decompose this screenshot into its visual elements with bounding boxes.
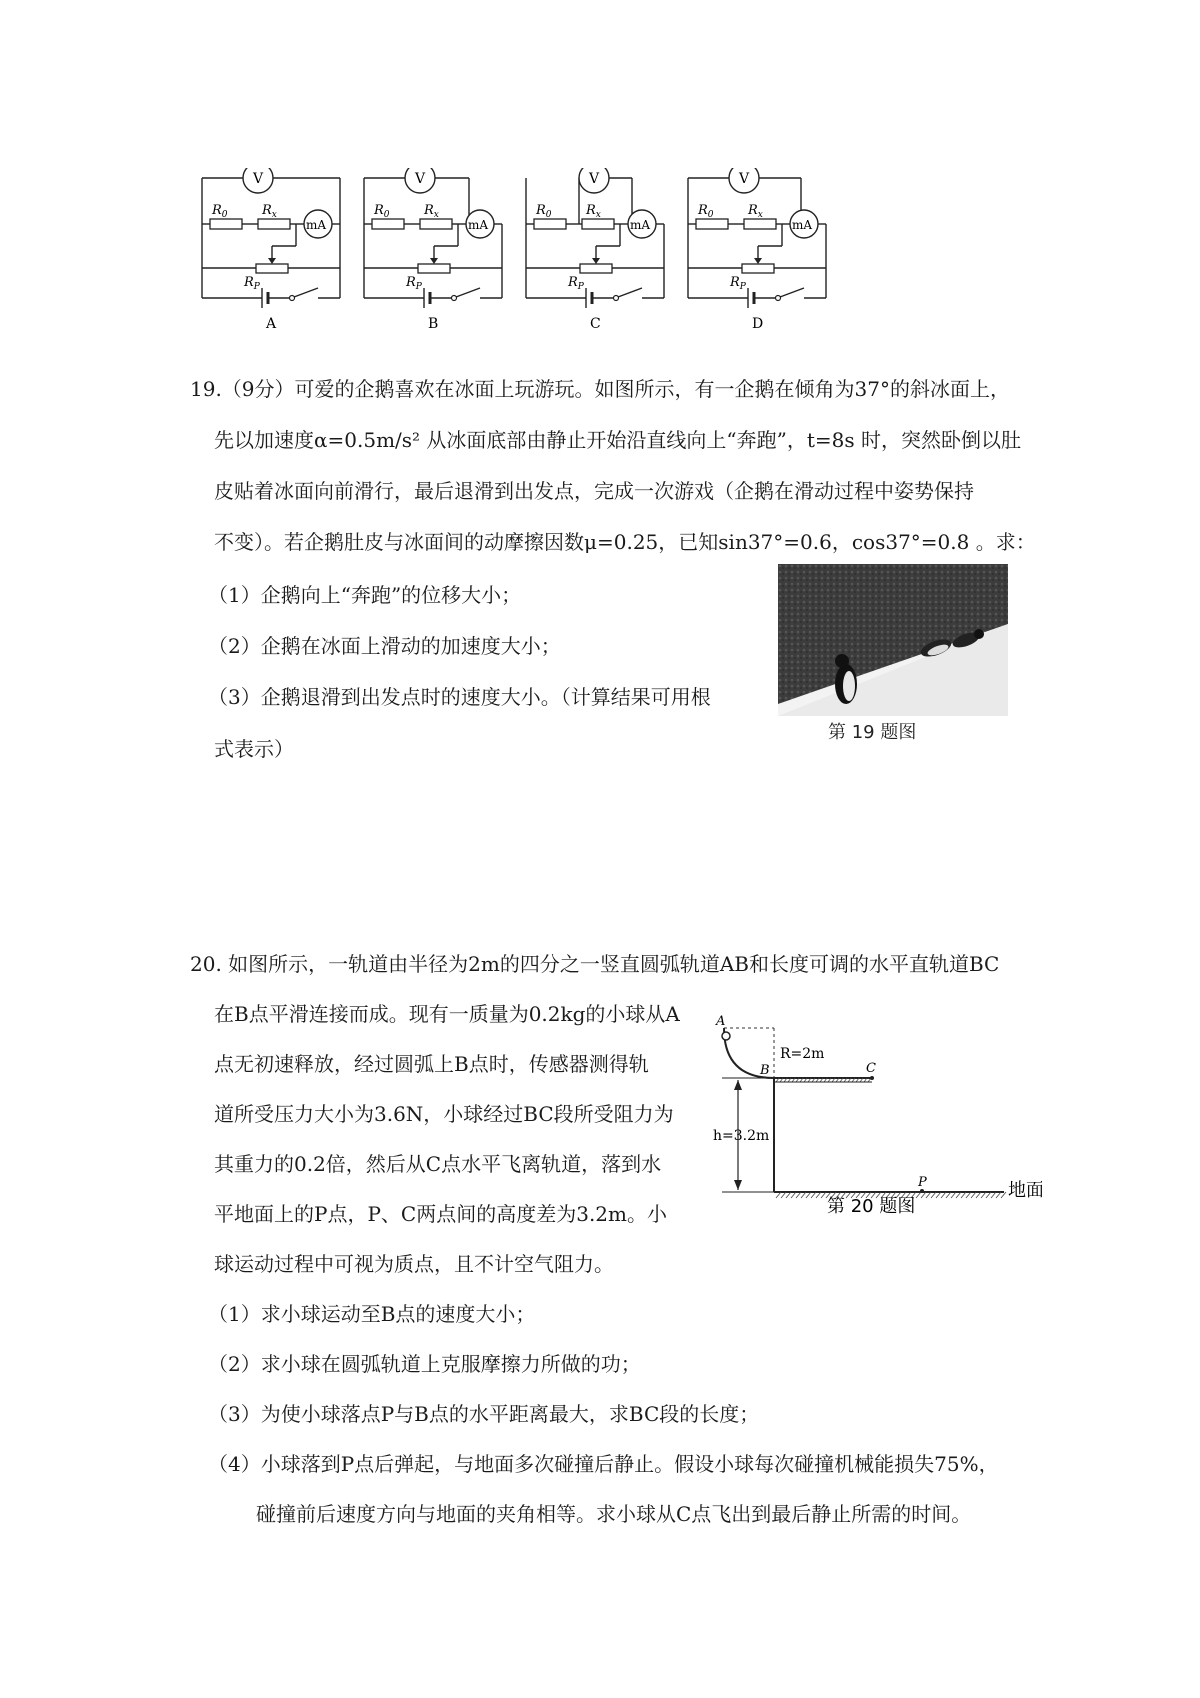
label-p: P xyxy=(918,1175,927,1190)
label-height: h=3.2m xyxy=(713,1128,770,1144)
r0-label: $R_0$ xyxy=(374,203,390,220)
q20-line-2: 在B点平滑连接而成。现有一质量为0.2kg的小球从A xyxy=(214,1002,680,1026)
q20-line-4: 道所受压力大小为3.6N，小球经过BC段所受阻力为 xyxy=(214,1102,674,1126)
q19-sub-1: （1）企鹅向上“奔跑”的位移大小； xyxy=(208,583,522,607)
ammeter-label: mA xyxy=(630,218,651,232)
rp-label: $R_P$ xyxy=(730,275,746,292)
label-b: B xyxy=(760,1063,770,1078)
q19-sub-3a: （3）企鹅退滑到出发点时的速度大小。（计算结果可用根 xyxy=(208,685,711,709)
q20-sub-4a: （4）小球落到P点后弹起，与地面多次碰撞后静止。假设小球每次碰撞机械能损失75%， xyxy=(208,1452,999,1476)
ball xyxy=(722,1032,730,1040)
circuit-options xyxy=(200,168,900,368)
track-figure xyxy=(712,1010,1042,1220)
q20-line-1: 20. 如图所示，一轨道由半径为2m的四分之一竖直圆弧轨道AB和长度可调的水平直轨道BC xyxy=(190,952,1000,976)
q19-line-2: 先以加速度α=0.5m/s² 从冰面底部由静止开始沿直线向上“奔跑”，t=8s 时，突然卧倒以肚 xyxy=(214,428,1022,452)
option-letter: B xyxy=(428,316,439,332)
q19-figure-caption: 第 19 题图 xyxy=(828,722,917,743)
penguin-slope-photo xyxy=(778,564,1008,744)
track-diagram xyxy=(712,1010,1042,1220)
q20-line-7: 球运动过程中可视为质点，且不计空气阻力。 xyxy=(214,1252,614,1276)
voltmeter-label: V xyxy=(253,171,264,187)
rp-label: $R_P$ xyxy=(244,275,260,292)
rx-label: $R_x$ xyxy=(262,203,277,220)
q20-sub-4b: 碰撞前后速度方向与地面的夹角相等。求小球从C点飞出到最后静止所需的时间。 xyxy=(256,1502,972,1526)
q19-line-4: 不变）。若企鹅肚皮与冰面间的动摩擦因数μ=0.25，已知sin37°=0.6，cos37°=0.8 。求： xyxy=(214,530,1036,554)
r0-label: $R_0$ xyxy=(698,203,714,220)
option-letter: A xyxy=(266,316,277,332)
q19-line-3: 皮贴着冰面向前滑行，最后退滑到出发点，完成一次游戏（企鹅在滑动过程中姿势保持 xyxy=(214,479,974,503)
label-ground: 地面 xyxy=(1008,1180,1042,1201)
rp-label: $R_P$ xyxy=(568,275,584,292)
option-letter: D xyxy=(752,316,764,332)
rx-label: $R_x$ xyxy=(748,203,763,220)
q20-sub-3: （3）为使小球落点P与B点的水平距离最大，求BC段的长度； xyxy=(208,1402,760,1426)
ammeter-label: mA xyxy=(306,218,327,232)
penguin-figure xyxy=(778,564,1008,744)
q19-line-1: 19.（9分）可爱的企鹅喜欢在冰面上玩游玩。如图所示，有一企鹅在倾角为37°的斜冰面上， xyxy=(190,377,1010,401)
q20-line-5: 其重力的0.2倍，然后从C点水平飞离轨道，落到水 xyxy=(214,1152,662,1176)
circuit-diagrams xyxy=(200,168,900,368)
r0-label: $R_0$ xyxy=(212,203,228,220)
rx-label: $R_x$ xyxy=(586,203,601,220)
ammeter-label: mA xyxy=(792,218,813,232)
rp-label: $R_P$ xyxy=(406,275,422,292)
voltmeter-label: V xyxy=(415,171,426,187)
q19-sub-2: （2）企鹅在冰面上滑动的加速度大小； xyxy=(208,634,561,658)
r0-label: $R_0$ xyxy=(536,203,552,220)
q19-sub-3b: 式表示） xyxy=(214,737,294,761)
circuit-option-d xyxy=(688,168,826,332)
label-radius: R=2m xyxy=(780,1046,825,1062)
q20-sub-2: （2）求小球在圆弧轨道上克服摩擦力所做的功； xyxy=(208,1352,641,1376)
q20-figure-caption: 第 20 题图 xyxy=(827,1196,916,1217)
ammeter-label: mA xyxy=(468,218,489,232)
circuit-option-c xyxy=(526,168,664,332)
circuit-option-a xyxy=(202,168,340,332)
q20-line-3: 点无初速释放，经过圆弧上B点时，传感器测得轨 xyxy=(214,1052,649,1076)
label-c: C xyxy=(866,1061,876,1076)
q20-sub-1: （1）求小球运动至B点的速度大小； xyxy=(208,1302,536,1326)
option-letter: C xyxy=(590,316,601,332)
voltmeter-label: V xyxy=(739,171,750,187)
q20-line-6: 平地面上的P点，P、C两点间的高度差为3.2m。小 xyxy=(214,1202,667,1226)
label-a: A xyxy=(716,1014,726,1029)
voltmeter-label: V xyxy=(589,171,600,187)
rx-label: $R_x$ xyxy=(424,203,439,220)
circuit-option-b xyxy=(364,168,502,332)
